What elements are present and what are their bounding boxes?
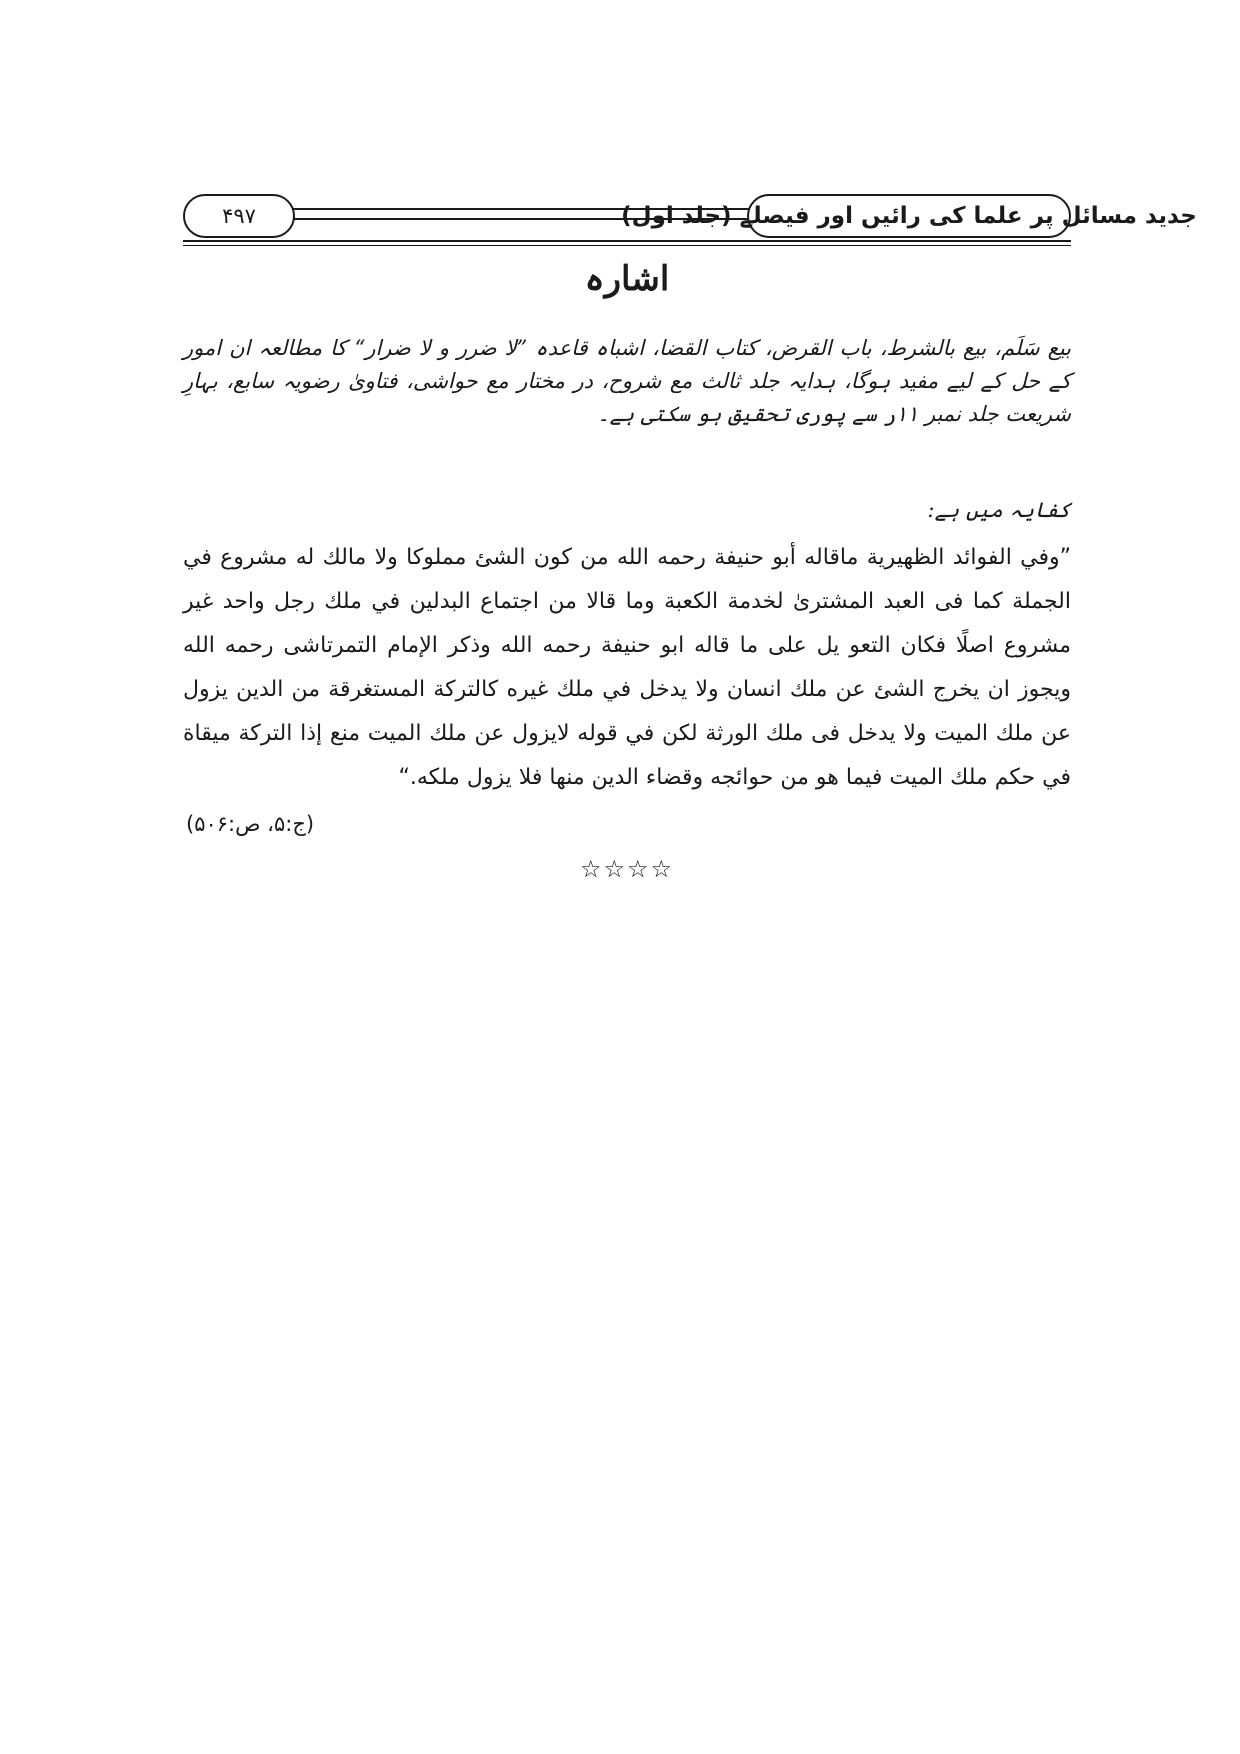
arabic-quotation: ”وفي الفوائد الظهيرية ماقاله أبو حنيفة رحمه الله من كون الشئ مملوكا ولا مالك له مشروع في الجملة كما فى العبد المشترىٰ لخدمة الكعبة وما قالا من اجتماع البدلين في ملك رجل واحد غير مشروع اصلًا فكان التعو يل على ما قاله ابو حنيفة رحمه الله وذكر الإمام التمرتاشى رحمه الله ويجوز ان يخرج الشئ عن ملك انسان ولا يدخل في ملك غيره كالتركة المستغرقة من الدين يزول عن ملك الميت ولا يدخل فى ملك الورثة لكن في قوله لايزول عن ملك الميت منع إذا التركة ميقاة في حكم ملك الميت فيما هو من حوائجه وقضاء الدين منها فلا يزول ملكه.“ (183, 545, 1071, 790)
source-citation: (ج:۵، ص:۵۰۶) (186, 812, 315, 836)
section-end-stars: ☆☆☆☆ (579, 855, 675, 883)
quote-intro: کفایہ میں ہے: (927, 498, 1071, 522)
urdu-paragraph: بیع سَلَم، بیع بالشرط، باب القرض، کتاب القضا، اشباہ قاعدہ ”لا ضرر و لا ضرار“ کا مطالعہ ان امور کے حل کے لیے مفید ہوگا، ہدایہ جلد ثالث مع شروح، در مختار مع حواشی، فتاویٰ رضویہ سابع، بہارِ شریعت جلد نمبر ۱۱ر سے پوری تحقیق ہو سکتی ہے۔ (183, 336, 1071, 426)
running-header (183, 188, 1197, 244)
header-underline-thin (183, 245, 1071, 246)
header-underline (183, 240, 1071, 242)
section-heading: اشارہ (584, 259, 670, 299)
page-number: ۴۹۷ (183, 194, 295, 238)
book-title: جدید مسائل پر علما کی رائیں اور فیصلے (جلد اول) (747, 194, 1071, 238)
